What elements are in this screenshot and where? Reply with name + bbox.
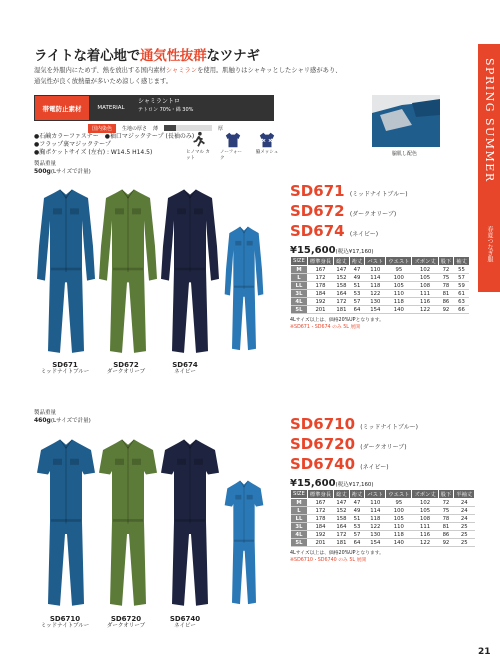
- sku-line: [290, 183, 408, 203]
- feature-icons: [186, 131, 280, 161]
- feature-icon-label: ノーフォーク: [220, 150, 242, 161]
- size-value-cell: 122: [412, 539, 438, 547]
- size-value-cell: 55: [454, 266, 470, 274]
- size-value-cell: 184: [307, 523, 333, 531]
- size-value-cell: 92: [438, 306, 454, 314]
- size-value-cell: 158: [334, 515, 350, 523]
- figure-caption: [160, 616, 210, 630]
- size-label-cell: 4L: [291, 531, 308, 539]
- size-value-cell: 25: [454, 539, 475, 547]
- sku-code: SD671: [290, 182, 345, 200]
- antistatic-badge: 帯電防止素材: [35, 96, 89, 120]
- material-label: MATERIAL: [89, 96, 133, 120]
- season-tab-title: SPRING SUMMER: [483, 58, 496, 183]
- weight-note: (Lサイズで計量): [50, 169, 91, 175]
- size-value-cell: 108: [412, 515, 438, 523]
- lead-line1-accent: シャミラン: [165, 67, 198, 74]
- size-value-cell: 110: [386, 290, 412, 298]
- figure-color: ミッドナイトブルー: [40, 623, 90, 629]
- size-value-cell: 24: [454, 515, 475, 523]
- size-value-cell: 108: [412, 282, 438, 290]
- runner-icon: [190, 131, 208, 149]
- sku-code: SD6710: [290, 415, 356, 433]
- price: [290, 478, 418, 489]
- season-tab-sub: 春夏つなぎ服: [486, 226, 493, 262]
- size-table-header-cell: 総丈: [334, 257, 350, 266]
- size-value-cell: 102: [412, 499, 438, 507]
- sku-code: SD672: [290, 202, 345, 220]
- figure-color: ミッドナイトブルー: [40, 369, 90, 375]
- size-table-header-cell: ウエスト: [386, 490, 412, 499]
- domestic-dye-tag: 国内染色: [88, 124, 116, 133]
- size-value-cell: 64: [349, 539, 365, 547]
- material-composition: テトロン 70%・綿 30%: [138, 107, 194, 113]
- size-value-cell: 114: [365, 507, 386, 515]
- figure-code: SD6740: [169, 615, 201, 623]
- figure-color: ダークオリーブ: [106, 623, 146, 629]
- size-value-cell: 75: [438, 274, 454, 282]
- coverall-sd6720-image: [98, 436, 158, 611]
- figure-color: ダークオリーブ: [106, 369, 146, 375]
- size-value-cell: 47: [349, 499, 365, 507]
- coverall-sd671-image: [36, 186, 96, 358]
- size-label-cell: LL: [291, 515, 308, 523]
- size-value-cell: 167: [307, 499, 333, 507]
- size-label-cell: L: [291, 274, 308, 282]
- thickness-swatch: [188, 125, 200, 131]
- size-note: 4Lサイズ以上は、価格20%UPとなります。: [290, 318, 384, 323]
- size-value-cell: 24: [454, 507, 475, 515]
- sku-line: [290, 223, 408, 243]
- size-value-cell: 57: [349, 298, 365, 306]
- sku-color: (ネイビー): [349, 231, 379, 238]
- size-table-short: [290, 489, 475, 547]
- size-value-cell: 72: [438, 499, 454, 507]
- size-label-cell: 3L: [291, 290, 308, 298]
- size-value-cell: 152: [334, 507, 350, 515]
- figure-code: SD674: [172, 361, 198, 369]
- size-value-cell: 53: [349, 523, 365, 531]
- sku-code: SD6740: [290, 455, 356, 473]
- size-value-cell: 75: [438, 507, 454, 515]
- size-label-cell: 5L: [291, 539, 308, 547]
- sku-color: (ネイビー): [360, 464, 389, 471]
- size-value-cell: 130: [365, 531, 386, 539]
- size-value-cell: 154: [365, 539, 386, 547]
- figure-caption: [40, 616, 90, 630]
- size-value-cell: 178: [307, 282, 333, 290]
- size-label-cell: 3L: [291, 523, 308, 531]
- size-value-cell: 130: [365, 298, 386, 306]
- figure-caption: [101, 616, 151, 630]
- size-note-red: ※SD671・SD674 のみ 5L 展開: [290, 324, 361, 330]
- size-table-header-cell: 標準身長: [307, 490, 333, 499]
- size-value-cell: 102: [412, 266, 438, 274]
- size-note-long: [290, 318, 384, 331]
- figure-caption: [160, 362, 210, 376]
- weight-label: 製品重量: [34, 410, 57, 416]
- page-number: 21: [478, 647, 491, 657]
- size-value-cell: 81: [438, 523, 454, 531]
- size-value-cell: 105: [386, 515, 412, 523]
- feature-list: [34, 133, 204, 157]
- size-value-cell: 92: [438, 539, 454, 547]
- size-table-header: [291, 490, 475, 499]
- size-table-row: [291, 290, 470, 298]
- size-value-cell: 111: [412, 523, 438, 531]
- feature-icon-shirt: [220, 131, 246, 161]
- size-value-cell: 172: [334, 531, 350, 539]
- thickness-swatch: [176, 125, 188, 131]
- size-label-cell: LL: [291, 282, 308, 290]
- size-note: 4Lサイズ以上は、価格20%UPとなります。: [290, 551, 384, 556]
- feature-icon-label: 脇メッシュ: [255, 150, 279, 155]
- size-value-cell: 63: [454, 298, 470, 306]
- size-value-cell: 57: [454, 274, 470, 282]
- figure-color: ネイビー: [174, 623, 196, 629]
- size-value-cell: 66: [454, 306, 470, 314]
- coverall-sd674-image: [160, 186, 220, 358]
- size-value-cell: 118: [386, 531, 412, 539]
- size-table-header-cell: 袖丈: [454, 257, 470, 266]
- feature-item: ●胸ポケットサイズ (左右) : W14.5 H14.5): [34, 149, 153, 156]
- feature-icon-mesh: [254, 131, 280, 161]
- size-value-cell: 172: [307, 274, 333, 282]
- size-table-header-cell: 裄丈: [349, 257, 365, 266]
- size-table-header-cell: ズボン丈: [412, 257, 438, 266]
- shirt-icon: [224, 131, 242, 149]
- size-table-row: [291, 531, 475, 539]
- size-value-cell: 86: [438, 531, 454, 539]
- size-table-header-cell: SIZE: [291, 257, 308, 266]
- size-value-cell: 201: [307, 306, 333, 314]
- figure-code: SD671: [52, 361, 78, 369]
- size-value-cell: 118: [365, 282, 386, 290]
- size-table-header-cell: ウエスト: [386, 257, 412, 266]
- size-value-cell: 78: [438, 515, 454, 523]
- headline-accent: 通気性抜群: [140, 48, 207, 64]
- size-table-row: [291, 282, 470, 290]
- size-table-header-cell: ズボン丈: [412, 490, 438, 499]
- price-value: ¥15,600: [290, 478, 336, 489]
- detail-photo: [372, 95, 440, 147]
- feature-icon-label: ヒノマル カット: [186, 150, 210, 161]
- size-value-cell: 192: [307, 531, 333, 539]
- size-value-cell: 201: [307, 539, 333, 547]
- figure-code: SD6720: [110, 615, 142, 623]
- season-side-tab: [478, 44, 500, 292]
- size-value-cell: 118: [386, 298, 412, 306]
- size-value-cell: 49: [349, 274, 365, 282]
- weight-note: (Lサイズで計量): [50, 418, 91, 424]
- sku-line: [290, 436, 418, 456]
- size-table-row: [291, 499, 475, 507]
- size-value-cell: 158: [334, 282, 350, 290]
- sku-color: (ダークオリーブ): [349, 211, 397, 218]
- sku-color: (ミッドナイトブルー): [349, 191, 408, 198]
- size-value-cell: 178: [307, 515, 333, 523]
- coverall-back-image: [224, 224, 264, 354]
- size-value-cell: 105: [412, 274, 438, 282]
- size-table-header-cell: 裄丈: [349, 490, 365, 499]
- size-table-header-cell: 総丈: [334, 490, 350, 499]
- size-table-row: [291, 266, 470, 274]
- lead-line1a: 湿気を外服内にためず、熱を放出する国内素材: [34, 67, 166, 74]
- lead-line1b: を使用。肌触りはシャキッとしたシャリ感があり、: [197, 67, 342, 74]
- lead-text: [34, 66, 364, 87]
- size-value-cell: 57: [349, 531, 365, 539]
- size-value-cell: 116: [412, 298, 438, 306]
- size-value-cell: 86: [438, 298, 454, 306]
- figure-code: SD6710: [49, 615, 81, 623]
- size-table-header-cell: 半袖丈: [454, 490, 475, 499]
- price-tax: (税込¥17,160): [335, 482, 374, 488]
- size-table-header: [291, 257, 470, 266]
- size-value-cell: 105: [412, 507, 438, 515]
- size-value-cell: 100: [386, 274, 412, 282]
- size-value-cell: 25: [454, 523, 475, 531]
- sku-line: [290, 203, 408, 223]
- size-value-cell: 116: [412, 531, 438, 539]
- size-value-cell: 110: [386, 523, 412, 531]
- price-value: ¥15,600: [290, 245, 336, 256]
- size-label-cell: M: [291, 266, 308, 274]
- size-value-cell: 172: [307, 507, 333, 515]
- sku-line: [290, 416, 418, 436]
- underarm-detail-image: [372, 95, 440, 147]
- size-value-cell: 147: [334, 266, 350, 274]
- figure-code: SD672: [113, 361, 139, 369]
- size-value-cell: 49: [349, 507, 365, 515]
- size-value-cell: 24: [454, 499, 475, 507]
- size-value-cell: 81: [438, 290, 454, 298]
- size-value-cell: 59: [454, 282, 470, 290]
- size-value-cell: 118: [365, 515, 386, 523]
- mesh-icon: [258, 131, 276, 149]
- size-table-header-cell: 標準身長: [307, 257, 333, 266]
- weight-short: [34, 410, 91, 425]
- coverall-back-short-image: [224, 478, 264, 608]
- size-table-header-cell: バスト: [365, 490, 386, 499]
- thickness-thin-label: 薄: [153, 126, 159, 132]
- size-value-cell: 154: [365, 306, 386, 314]
- feature-item: ●フラップ裏マジックテープ: [34, 141, 111, 148]
- material-box: [34, 95, 274, 121]
- size-table-header-cell: 股下: [438, 257, 454, 266]
- feature-icon-runner: [186, 131, 212, 161]
- figure-caption: [101, 362, 151, 376]
- size-value-cell: 147: [334, 499, 350, 507]
- size-label-cell: 5L: [291, 306, 308, 314]
- size-value-cell: 122: [365, 523, 386, 531]
- size-value-cell: 164: [334, 290, 350, 298]
- size-value-cell: 100: [386, 507, 412, 515]
- size-value-cell: 140: [386, 539, 412, 547]
- size-value-cell: 122: [412, 306, 438, 314]
- size-table-row: [291, 298, 470, 306]
- size-table-row: [291, 507, 475, 515]
- material-name: シャミラントロ: [138, 98, 180, 105]
- thickness-thick-label: 厚: [218, 126, 224, 132]
- size-label-cell: L: [291, 507, 308, 515]
- thickness-label: 生地の厚さ: [122, 126, 148, 132]
- size-value-cell: 181: [334, 539, 350, 547]
- size-value-cell: 164: [334, 523, 350, 531]
- size-value-cell: 95: [386, 499, 412, 507]
- material-body: [133, 96, 273, 120]
- size-value-cell: 95: [386, 266, 412, 274]
- weight-long: [34, 161, 91, 176]
- lead-line2: 通気性が良く放熱量が多いため涼しく感じます。: [34, 77, 173, 85]
- size-table-header-cell: 股下: [438, 490, 454, 499]
- sku-code: SD674: [290, 222, 345, 240]
- price-tax: (税込¥17,160): [335, 249, 374, 255]
- thickness-swatch: [200, 125, 212, 131]
- size-value-cell: 181: [334, 306, 350, 314]
- figure-color: ネイビー: [174, 369, 196, 375]
- size-table-row: [291, 539, 475, 547]
- size-value-cell: 51: [349, 282, 365, 290]
- size-value-cell: 192: [307, 298, 333, 306]
- short-sleeve-sku-block: [290, 416, 418, 489]
- size-value-cell: 152: [334, 274, 350, 282]
- sku-color: (ダークオリーブ): [360, 444, 407, 451]
- weight-value: 460g: [34, 417, 51, 424]
- sku-color: (ミッドナイトブルー): [360, 424, 418, 431]
- headline-pre: ライトな着心地で: [34, 48, 140, 64]
- size-value-cell: 61: [454, 290, 470, 298]
- coverall-sd6710-image: [36, 436, 96, 611]
- size-table-row: [291, 515, 475, 523]
- size-value-cell: 47: [349, 266, 365, 274]
- size-note-red: ※SD6710・SD6740 のみ 5L 展開: [290, 557, 367, 563]
- long-sleeve-sku-block: [290, 183, 408, 256]
- size-table-header-cell: バスト: [365, 257, 386, 266]
- size-value-cell: 51: [349, 515, 365, 523]
- size-value-cell: 110: [365, 266, 386, 274]
- size-value-cell: 122: [365, 290, 386, 298]
- size-value-cell: 110: [365, 499, 386, 507]
- headline-post: なツナギ: [206, 48, 260, 64]
- figure-caption: [40, 362, 90, 376]
- size-value-cell: 105: [386, 282, 412, 290]
- size-table-row: [291, 306, 470, 314]
- size-value-cell: 72: [438, 266, 454, 274]
- weight-value: 500g: [34, 168, 51, 175]
- size-value-cell: 78: [438, 282, 454, 290]
- size-value-cell: 111: [412, 290, 438, 298]
- coverall-sd6740-image: [160, 436, 220, 611]
- size-label-cell: M: [291, 499, 308, 507]
- sku-code: SD6720: [290, 435, 356, 453]
- feature-item: ●石鹸カラーファスナー ●袖口マジックテープ (長袖のみ): [34, 133, 195, 140]
- weight-label: 製品重量: [34, 161, 57, 167]
- size-value-cell: 53: [349, 290, 365, 298]
- size-value-cell: 184: [307, 290, 333, 298]
- thickness-swatch: [164, 125, 176, 131]
- size-table-row: [291, 274, 470, 282]
- size-label-cell: 4L: [291, 298, 308, 306]
- detail-caption: 脇肌し配色: [392, 151, 418, 157]
- size-value-cell: 140: [386, 306, 412, 314]
- size-table-long: [290, 256, 470, 314]
- size-table-header-cell: SIZE: [291, 490, 308, 499]
- size-table-row: [291, 523, 475, 531]
- size-value-cell: 25: [454, 531, 475, 539]
- page-headline: [34, 44, 260, 64]
- size-value-cell: 64: [349, 306, 365, 314]
- size-value-cell: 167: [307, 266, 333, 274]
- price: [290, 245, 408, 256]
- coverall-sd672-image: [98, 186, 158, 358]
- size-value-cell: 114: [365, 274, 386, 282]
- size-note-short: [290, 551, 384, 564]
- sku-line: [290, 456, 418, 476]
- size-value-cell: 172: [334, 298, 350, 306]
